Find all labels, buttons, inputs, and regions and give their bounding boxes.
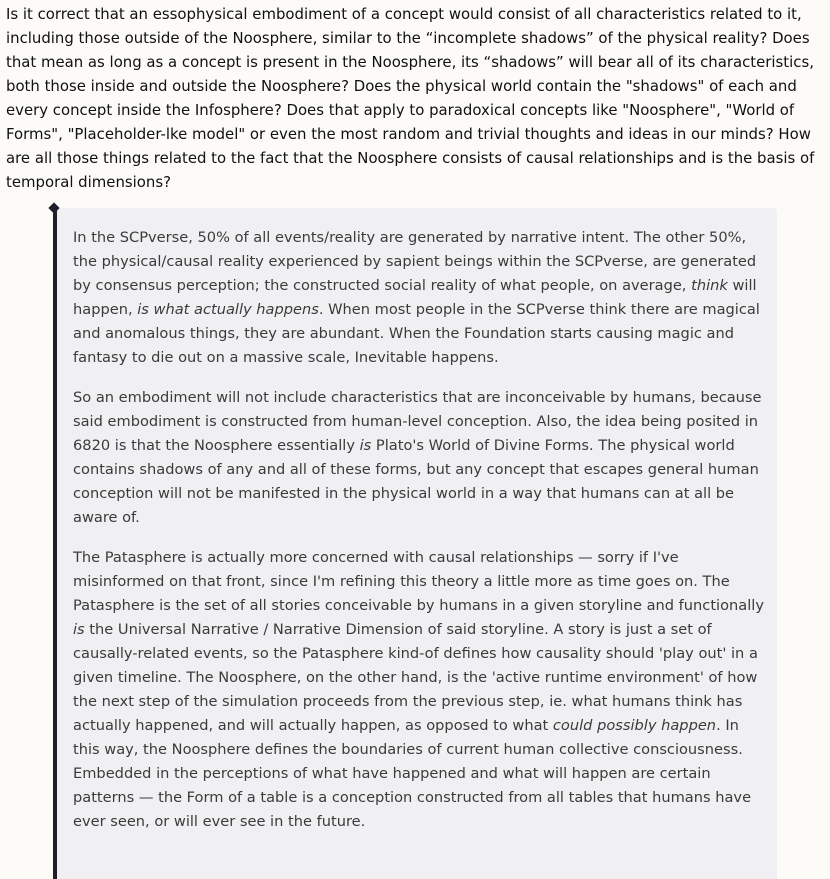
answer-paragraph-3 <box>73 546 765 834</box>
answer-p3-text-a: The Patasphere is actually more concerned with causal relationships — sorry if I've misinformed on that front, since I'm refining this theory a little more as time goes on. The Patasphere is the set of all stories conceivable by humans in a given storyline and functionally <box>73 549 764 614</box>
answer-p1-text-e: . When most people in the SCPverse think there are magical and anomalous things, they are abundant. When the Foundation starts causing magic and fantasy to die out on a massive scale, Inevitable happens. <box>73 301 760 366</box>
answer-paragraph-1 <box>73 226 765 370</box>
answer-p2-emphasis-is: is <box>359 437 372 454</box>
answer-p2-text-c: Plato's World of Divine Forms. The physical world contains shadows of any and all of these forms, but any concept that escapes general human conception will not be manifested in the physical world in a way that humans can at all be aware of. <box>73 437 759 526</box>
answer-body <box>73 226 765 850</box>
answer-paragraph-2 <box>73 386 765 530</box>
answer-p2-text-a: So an embodiment will not include characteristics that are inconceivable by humans, because said embodiment is constructed from human-level conception. Also, the idea being posited in 6820 is that the Noosphere essentially <box>73 389 762 454</box>
answer-p3-emphasis-is: is <box>73 621 85 638</box>
answer-p3-text-c: the Universal Narrative / Narrative Dimension of said storyline. A story is just a set of causally-related events, so the Patasphere kind-of defines how causality should 'play out' in a given timeline. The Noosphere, on the other hand, is the 'active runtime environment' of how the next step of the simulation proceeds from the previous step, ie. what humans think has actually happened, and will actually happen, as opposed to what <box>73 621 758 734</box>
answer-p1-emphasis-think: think <box>691 277 728 294</box>
answer-p1-text-c: will happen, <box>73 277 757 318</box>
answer-p3-emphasis-possible: could possibly happen <box>552 717 717 734</box>
blockquote-rail <box>53 208 57 879</box>
answer-p3-text-e: . In this way, the Noosphere defines the boundaries of current human collective consciousness. Embedded in the perceptions of what have happened and what will happen are certain patterns — the Form of a table is a conception constructed from all tables that humans have ever seen, or will ever see in the future. <box>73 717 752 830</box>
answer-p1-emphasis-actual: is what actually happens <box>137 301 319 318</box>
question-text: Is it correct that an essophysical embodiment of a concept would consist of all characteristics related to it, including those outside of the Noosphere, similar to the “incomplete shadows” of the physical reality? Does that mean as long as a concept is present in the Noosphere, its “shadows” will bear all of its characteristics, both those inside and outside the Noosphere? Does the physical world contain the "shadows" of each and every concept inside the Infosphere? Does that apply to paradoxical concepts like "Noosphere", "World of Forms", "Placeholder-lke model" or even the most random and trivial thoughts and ideas in our minds? How are all those things related to the fact that the Noosphere consists of causal relationships and is the basis of temporal dimensions? <box>6 5 815 191</box>
answer-p1-text-a: In the SCPverse, 50% of all events/reality are generated by narrative intent. The other 50%, the physical/causal reality experienced by sapient beings within the SCPverse, are generated by consensus perception; the constructed social reality of what people, on average, <box>73 229 757 294</box>
